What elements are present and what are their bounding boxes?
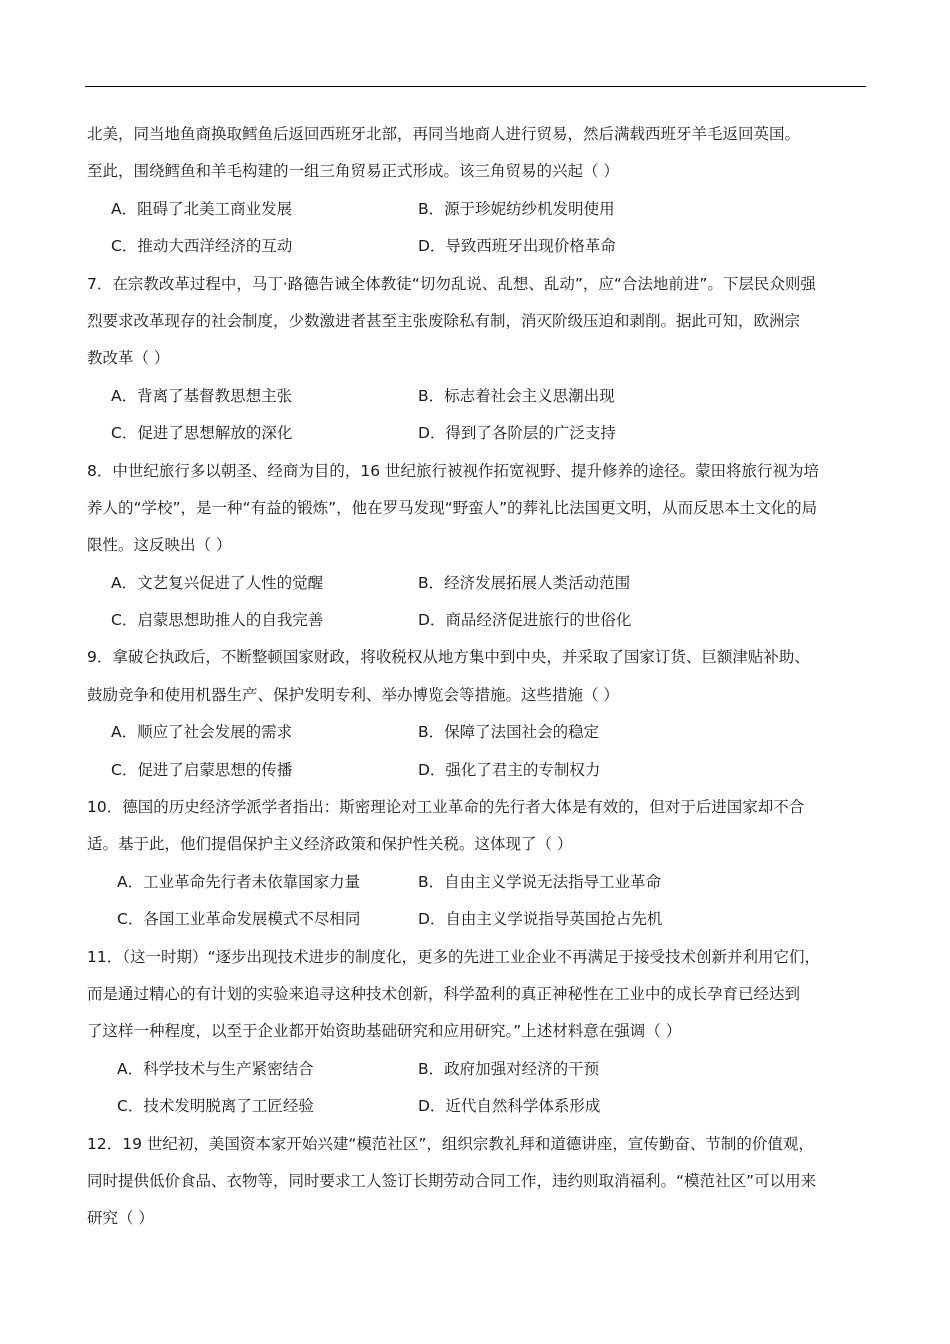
q8-stem-line: 限性。这反映出（ ）	[87, 536, 232, 555]
q10-options-row	[87, 864, 867, 901]
option-b: B．标志着社会主义思潮出现	[418, 386, 615, 405]
q8-stem-line: 8．中世纪旅行多以朝圣、经商为目的，16 世纪旅行被视作拓宽视野、提升修养的途径。蒙田将旅行视为培	[87, 461, 820, 480]
q12-stem-line: 研究（ ）	[87, 1209, 154, 1228]
q9-stem-line: 9．拿破仑执政后，不断整顿国家财政，将收税权从地方集中到中央，并采取了国家订货、巨额津贴补助、	[87, 648, 810, 667]
q7-options-row	[87, 415, 867, 452]
q6-stem-line: 至此，围绕鳕鱼和羊毛构建的一组三角贸易正式形成。该三角贸易的兴起（ ）	[87, 162, 619, 181]
option-a: A．文艺复兴促进了人性的觉醒	[111, 573, 324, 592]
option-b: B．源于珍妮纺纱机发明使用	[418, 199, 615, 218]
option-c: C．各国工业革命发展模式不尽相同	[117, 910, 361, 929]
option-a: A．顺应了社会发展的需求	[111, 723, 293, 742]
option-c: C．启蒙思想助推人的自我完善	[111, 611, 324, 630]
option-b: B．政府加强对经济的干预	[418, 1059, 600, 1078]
q10-stem-line: 10．德国的历史经济学派学者指出：斯密理论对工业革命的先行者大体是有效的，但对于后进国家却不合	[87, 798, 805, 817]
q11-options-row	[87, 1051, 867, 1088]
q6-options-row	[87, 191, 867, 228]
option-c: C．技术发明脱离了工匠经验	[117, 1097, 314, 1116]
q7-stem-line: 7．在宗教改革过程中，马丁·路德告诫全体教徒“切勿乱说、乱想、乱动”，应“合法地前进”。下层民众则强	[87, 274, 816, 293]
q7-options-row	[87, 378, 867, 415]
q6-options-row	[87, 228, 867, 265]
q8-stem-line: 养人的“学校”，是一种“有益的锻炼”，他在罗马发现“野蛮人”的葬礼比法国更文明，从而反思本土文化的局	[87, 498, 818, 517]
q11-stem-line: 了这样一种程度，以至于企业都开始资助基础研究和应用研究。”上述材料意在强调（ ）	[87, 1022, 682, 1041]
option-b: B．自由主义学说无法指导工业革命	[418, 872, 662, 891]
document-body	[87, 116, 867, 1238]
option-b: B．经济发展拓展人类活动范围	[418, 573, 631, 592]
option-d: D．强化了君主的专制权力	[418, 760, 601, 779]
q11-options-row	[87, 1088, 867, 1125]
option-d: D．商品经济促进旅行的世俗化	[418, 611, 632, 630]
option-a: A．工业革命先行者未依靠国家力量	[117, 872, 361, 891]
q11-stem-line: 11．（这一时期）“逐步出现技术进步的制度化，更多的先进工业企业不再满足于接受技术创新并利用它们，	[87, 947, 821, 966]
option-d: D．自由主义学说指导英国抢占先机	[418, 910, 663, 929]
q11-stem-line: 而是通过精心的有计划的实验来追寻这种技术创新，科学盈利的真正神秘性在工业中的成长孕育已经达到	[87, 984, 801, 1003]
q12-stem-line: 同时提供低价食品、衣物等，同时要求工人签订长期劳动合同工作，违约则取消福利。“模范社区”可以用来	[87, 1171, 817, 1190]
q10-options-row	[87, 901, 867, 938]
option-c: C．促进了思想解放的深化	[111, 424, 293, 443]
q8-options-row	[87, 602, 867, 639]
option-a: A．阻碍了北美工商业发展	[111, 199, 293, 218]
q9-options-row	[87, 752, 867, 789]
option-d: D．得到了各阶层的广泛支持	[418, 424, 616, 443]
q8-options-row	[87, 565, 867, 602]
option-b: B．保障了法国社会的稳定	[418, 723, 600, 742]
option-a: A．背离了基督教思想主张	[111, 386, 293, 405]
option-c: C．推动大西洋经济的互动	[111, 237, 293, 256]
option-c: C．促进了启蒙思想的传播	[111, 760, 293, 779]
q7-stem-line: 烈要求改革现存的社会制度，少数激进者甚至主张废除私有制，消灭阶级压迫和剥削。据此可知，欧洲宗	[87, 311, 801, 330]
q12-stem-line: 12．19 世纪初，美国资本家开始兴建“模范社区”，组织宗教礼拜和道德讲座，宣传勤奋、节制的价值观，	[87, 1134, 814, 1153]
header-rule	[85, 86, 866, 87]
option-d: D．导致西班牙出现价格革命	[418, 237, 616, 256]
option-d: D．近代自然科学体系形成	[418, 1097, 601, 1116]
q9-stem-line: 鼓励竞争和使用机器生产、保护发明专利、举办博览会等措施。这些措施（ ）	[87, 685, 619, 704]
option-a: A．科学技术与生产紧密结合	[117, 1059, 314, 1078]
q7-stem-line: 教改革（ ）	[87, 349, 170, 368]
q6-stem-line: 北美，同当地鱼商换取鳕鱼后返回西班牙北部，再同当地商人进行贸易，然后满载西班牙羊毛返回英国。	[87, 125, 801, 143]
q9-options-row	[87, 714, 867, 751]
q10-stem-line: 适。基于此，他们提倡保护主义经济政策和保护性关税。这体现了（ ）	[87, 835, 573, 854]
